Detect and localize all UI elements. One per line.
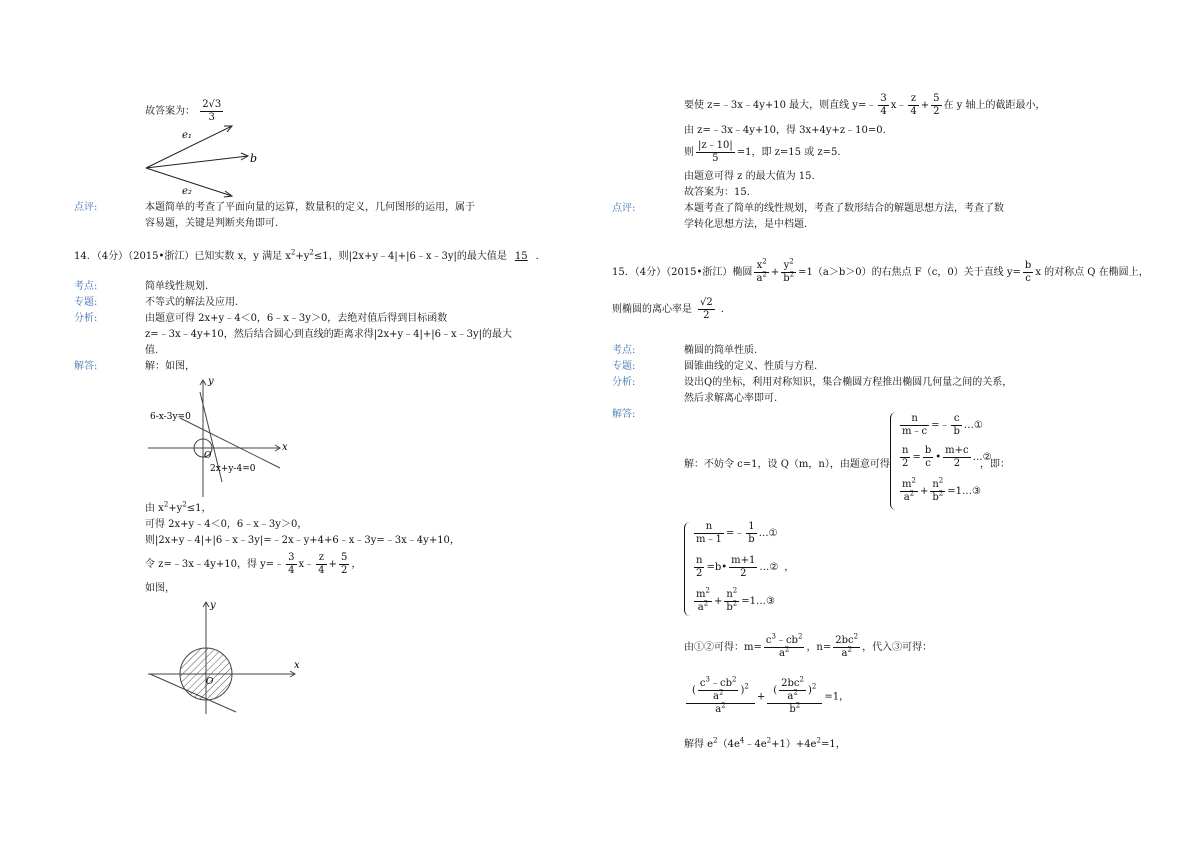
q15-answer-den: 2 bbox=[703, 310, 710, 321]
j4-line: 解得 $e^2(4e^4﹣4e^2+1)+4e^2=1$， bbox=[684, 736, 846, 750]
answer-13-label: 故答案为： bbox=[145, 106, 195, 117]
fig2-line2-label: 2x+y-4=0 bbox=[210, 464, 256, 474]
j1b-text: ，即： bbox=[980, 459, 1010, 470]
fraction-numerator: 2√3 bbox=[202, 99, 222, 110]
solve14-step3: 则|2x+y﹣4|+|6﹣x﹣3y|=﹣2x﹣y+4+6﹣x﹣3y=﹣3x﹣4y+10， bbox=[145, 535, 460, 546]
j4-c: ﹣4e bbox=[744, 739, 767, 750]
jieda-14-line1: 解：如图， bbox=[145, 361, 195, 372]
question-15-line2 bbox=[612, 296, 731, 324]
system1-brace bbox=[890, 412, 897, 510]
step4-a: 令 z=﹣3x﹣4y+10，得 y=﹣ bbox=[145, 559, 285, 570]
q15-e: ． bbox=[720, 304, 731, 315]
q15-answer-num: √2 bbox=[700, 297, 713, 308]
j2-b: ，n= bbox=[806, 642, 832, 653]
kaodian-14: 简单线性规划. bbox=[145, 281, 209, 292]
solve14-right-1: 要使 z=﹣3x﹣4y+10 最大，则直线 y=﹣ $\frac{3}{4}$ x﹣ $\frac{z}{4}$ + $\frac{5}{2}$ 在 y 轴上的截距最小， bbox=[684, 93, 1046, 117]
fig3-origin-label: O bbox=[206, 677, 214, 687]
vector-b-line bbox=[146, 156, 248, 168]
vector-e2-label: e₂ bbox=[182, 186, 192, 197]
solve14-step4: 令 z=﹣3x﹣4y+10，得 y=﹣ $\frac{3}{4}$ x﹣ $\frac{z}{4}$ + $\frac{5}{2}$ ， bbox=[145, 552, 362, 576]
q14-text-c: ≤1，则|2x+y﹣4|+|6﹣x﹣3y|的最大值是 bbox=[313, 251, 507, 262]
j4-d: +1）+4e bbox=[771, 739, 817, 750]
vector-figure bbox=[140, 118, 270, 203]
r3-num: |z﹣10| bbox=[698, 140, 733, 151]
j4-e: =1， bbox=[820, 739, 846, 750]
zhuanti-15-label: 专题: bbox=[612, 361, 636, 372]
solve14-right-4: 由题意可得 z 的最大值为 15. bbox=[684, 171, 815, 182]
kaodian-14-label: 考点: bbox=[74, 281, 98, 292]
q14-text-b: +y bbox=[295, 251, 310, 262]
jieda-15-label: 解答: bbox=[612, 409, 636, 420]
solve14-right-5: 故答案为：15. bbox=[684, 187, 750, 198]
j2-a: 由①②可得：m= bbox=[684, 642, 762, 653]
q15-b: =1（a＞b＞0）的右焦点 F（c，0）关于直线 y= bbox=[798, 267, 1021, 278]
system1-eq1: $\frac{n}{m﹣c}$ =﹣ $\frac{c}{b}$ …① bbox=[902, 413, 983, 437]
fig2-x-label: x bbox=[282, 442, 288, 453]
q15-c: x 的对称点 Q 在椭圆上， bbox=[1035, 267, 1149, 278]
sys2-comma: ， bbox=[784, 562, 795, 573]
system2-eq2: $\frac{n}{2}$ =b• $\frac{m+1}{2}$ …② ， bbox=[696, 555, 795, 579]
jieda-14-label: 解答: bbox=[74, 361, 98, 372]
step4-b: ， bbox=[351, 559, 362, 570]
vector-b-label: b bbox=[250, 152, 258, 165]
j3-text: =1， bbox=[824, 691, 850, 703]
region-figure bbox=[140, 596, 305, 716]
step1-a: 由 x bbox=[145, 503, 164, 514]
solve14-right-3 bbox=[684, 140, 841, 166]
step1-c: ≤1， bbox=[186, 503, 212, 514]
solve14-step2: 可得 2x+y﹣4＜0，6﹣x﹣3y＞0， bbox=[145, 519, 308, 530]
question-15-line1: 15．（4分）（2015•浙江）椭圆 $\frac{x^2}{a^2}$ + $\frac{y^2}{b^2}$ =1（a＞b＞0）的右焦点 F（c，0）关于直线 y= $\frac{b}{c}$ x 的对称点 Q 在椭圆上， bbox=[612, 257, 1149, 284]
r3-a: 则 bbox=[684, 147, 694, 158]
j4-b: （4e bbox=[717, 739, 740, 750]
fig2-origin-label: O bbox=[204, 451, 212, 461]
fenxi-15-line2: 然后求解离心率即可. bbox=[684, 393, 778, 404]
solve14-right-2: 由 z=﹣3x﹣4y+10，得 3x+4y+z﹣10=0. bbox=[684, 125, 886, 136]
q15-d: 则椭圆的离心率是 bbox=[612, 304, 692, 315]
comment-13-label: 点评: bbox=[74, 202, 98, 213]
fraction-denominator: 3 bbox=[208, 112, 215, 123]
zhuanti-14-label: 专题: bbox=[74, 297, 98, 308]
j1-text: 解：不妨令 c=1，设 Q（m，n），由题意可得 bbox=[684, 459, 890, 470]
question-14: 14．（4分）（2015•浙江）已知实数 x，y 满足 $x^2+y^2\le 1$，则|2x+y﹣4|+|6﹣x﹣3y|的最大值是 15 ． bbox=[74, 248, 546, 262]
fenxi-15-label: 分析: bbox=[612, 377, 636, 388]
comment-14-line2: 学转化思想方法，是中档题. bbox=[684, 219, 808, 230]
kaodian-15: 椭圆的简单性质. bbox=[684, 345, 758, 356]
system2-brace bbox=[684, 522, 691, 616]
sys1-mark3: …③ bbox=[962, 486, 981, 497]
fig3-x-label: x bbox=[294, 660, 300, 671]
r3-b: =1，即 z=15 或 z=5. bbox=[736, 147, 841, 158]
r1-b: 在 y 轴上的截距最小， bbox=[943, 100, 1046, 111]
fenxi-15-line1: 设出Q的坐标，利用对称知识，集合椭圆方程推出椭圆几何量之间的关系， bbox=[684, 377, 1013, 388]
sys2-mark1: …① bbox=[758, 528, 778, 539]
comment-13-line2: 容易题，关键是判断夹角即可. bbox=[145, 218, 279, 229]
fig2-line1-label: 6-x-3y=0 bbox=[150, 412, 191, 422]
j2-c: ，代入③可得： bbox=[862, 642, 933, 653]
solve14-step1: 由 $x^2+y^2\le 1$， bbox=[145, 500, 212, 514]
sys2-mark3: …③ bbox=[756, 596, 775, 607]
fenxi-14-line1: 由题意可得 2x+y﹣4＜0，6﹣x﹣3y＞0，去绝对值后得到目标函数 bbox=[145, 313, 448, 324]
system2-eq3: $\frac{m^2}{a^2}$ + $\frac{n^2}{b^2}$ =1…③ bbox=[696, 586, 775, 613]
fenxi-14-label: 分析: bbox=[74, 313, 98, 324]
sys1-mark2: …② bbox=[972, 452, 992, 463]
q15-a: 15．（4分）（2015•浙江）椭圆 bbox=[612, 267, 753, 278]
fenxi-14-line2: z=﹣3x﹣4y+10，然后结合圆心到直线的距离求得|2x+y﹣4|+|6﹣x﹣3y|的最大 bbox=[145, 329, 513, 340]
comment-14-label: 点评: bbox=[612, 203, 636, 214]
fig3-y-label: y bbox=[210, 600, 216, 611]
sys2-mark2: …② bbox=[759, 562, 779, 573]
zhuanti-15: 圆锥曲线的定义、性质与方程. bbox=[684, 361, 818, 372]
kaodian-15-label: 考点: bbox=[612, 345, 636, 356]
j3-line: ( $\frac{c^3﹣cb^2}{a^2}$ )$^2$ $a^2$ + ( $\frac{2bc^2}{a^2}$ )$^2$ $b^2$ =1， bbox=[684, 678, 849, 716]
fenxi-14-line3: 值. bbox=[145, 345, 159, 356]
fig2-y-label: y bbox=[208, 376, 214, 387]
system1-eq2: $\frac{n}{2}$ = $\frac{b}{c}$ • $\frac{m+c}{2}$ …② bbox=[902, 445, 992, 469]
solve14-step5: 如图， bbox=[145, 583, 175, 594]
linear-figure bbox=[140, 372, 300, 502]
zhuanti-14: 不等式的解法及应用. bbox=[145, 297, 239, 308]
comment-14-line1: 本题考查了简单的线性规划，考查了数形结合的解题思想方法，考查了数 bbox=[684, 203, 1004, 214]
q14-answer: 15 bbox=[514, 251, 528, 262]
q14-end: ． bbox=[535, 251, 546, 262]
system2-eq1: $\frac{n}{m﹣1}$ =﹣ $\frac{1}{b}$ …① bbox=[696, 521, 778, 545]
j2-line: 由①②可得：m= $\frac{c^3﹣cb^2}{a^2}$ ，n= $\frac{2bc^2}{a^2}$ ，代入③可得： bbox=[684, 632, 933, 659]
comment-13-line1: 本题简单的考查了平面向量的运算，数量积的定义，几何图形的运用，属于 bbox=[145, 202, 475, 213]
system1-eq3: $\frac{m^2}{a^2}$ + $\frac{n^2}{b^2}$ =1…③ bbox=[902, 476, 981, 503]
r3-den: 5 bbox=[712, 153, 719, 164]
vector-e1-label: e₁ bbox=[182, 130, 192, 141]
q14-text-a: 14．（4分）（2015•浙江）已知实数 x，y 满足 x bbox=[74, 251, 291, 262]
step1-b: +y bbox=[168, 503, 183, 514]
sys1-mark1: …① bbox=[963, 420, 983, 431]
r1-a: 要使 z=﹣3x﹣4y+10 最大，则直线 y=﹣ bbox=[684, 100, 877, 111]
j4-a: 解得 e bbox=[684, 739, 714, 750]
